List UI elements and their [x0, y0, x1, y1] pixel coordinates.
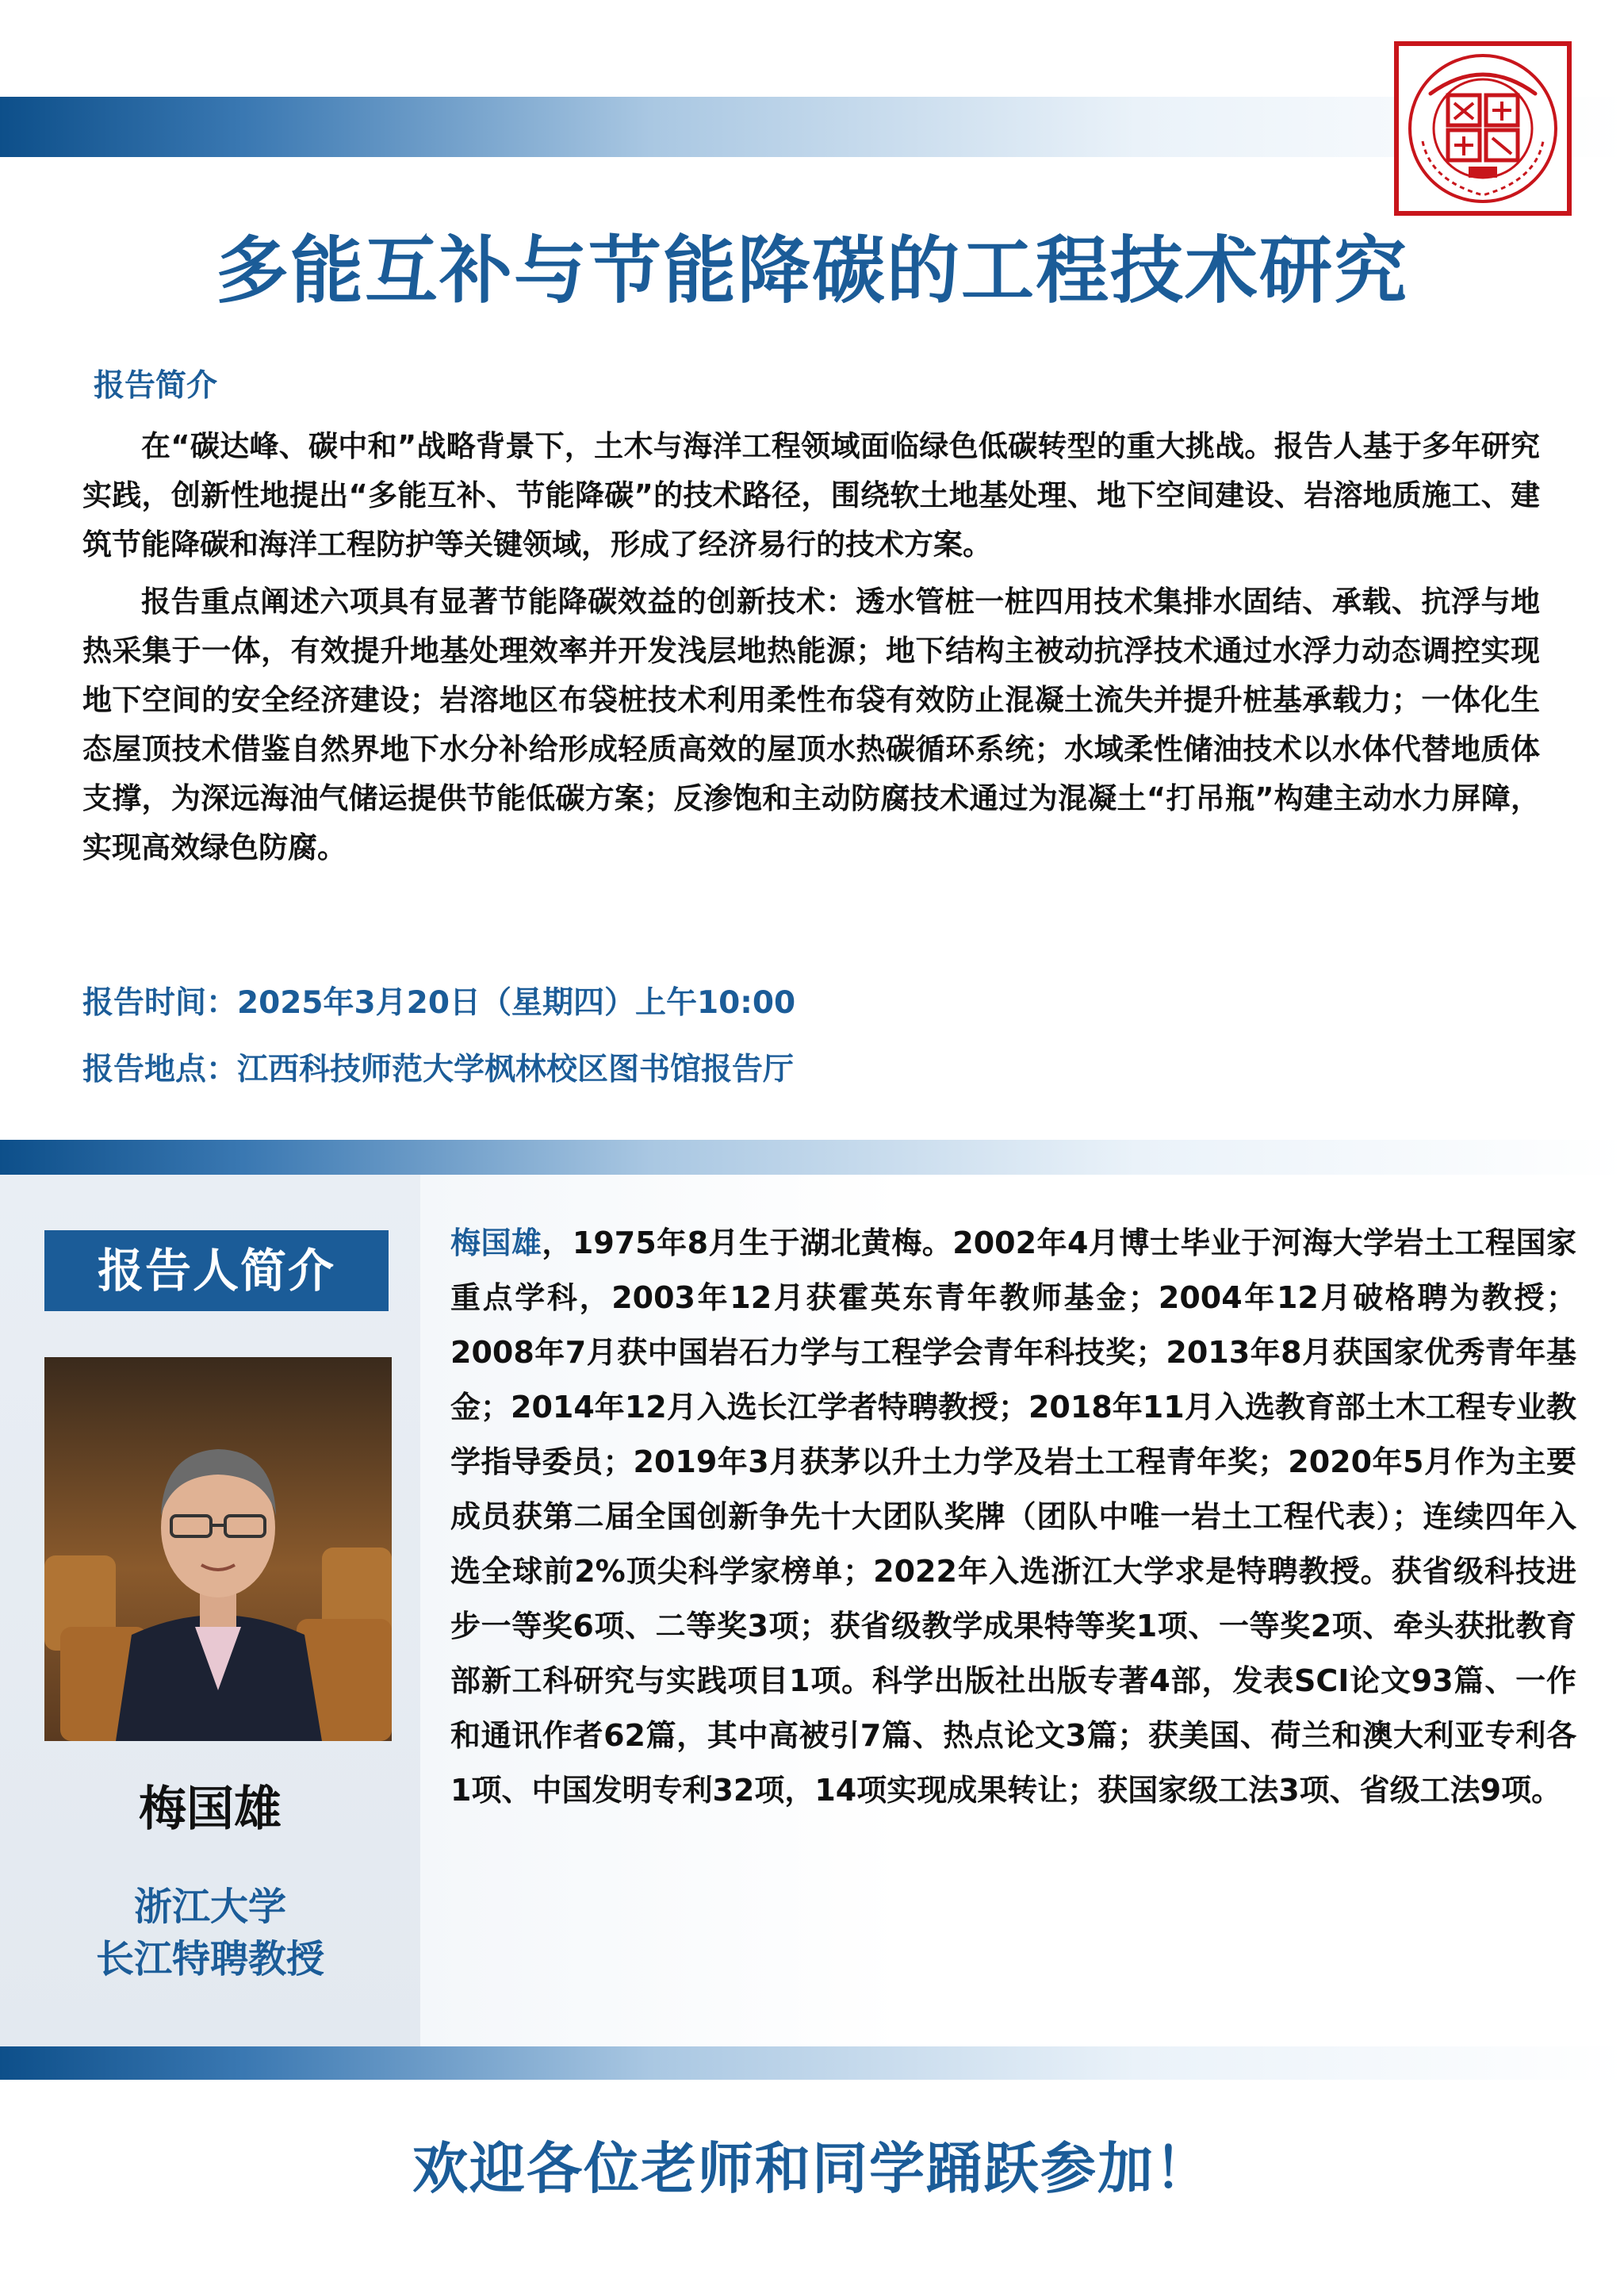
closing-invitation: 欢迎各位老师和同学踊跃参加！ [412, 2136, 1212, 2201]
middle-gradient-band [0, 1140, 1624, 1175]
speaker-affiliation-block [0, 1881, 420, 1985]
speaker-photo [44, 1357, 392, 1741]
page-title: 多能互补与节能降碳的工程技术研究 [215, 228, 1408, 313]
bio-name: 梅国雄 [450, 1225, 542, 1260]
intro-heading: 报告简介 [94, 368, 218, 404]
speaker-heading: 报告人简介 [44, 1230, 389, 1311]
top-gradient-band [0, 97, 1624, 157]
university-seal-logo [1394, 41, 1572, 216]
speaker-affiliation: 浙江大学 [133, 1885, 286, 1929]
seal-graphic [1399, 46, 1567, 211]
speaker-portrait [44, 1357, 392, 1741]
speaker-name: 梅国雄 [139, 1781, 282, 1837]
report-place: 报告地点：江西科技师范大学枫林校区图书馆报告厅 [82, 1052, 795, 1087]
speaker-bio [450, 1216, 1576, 1818]
intro-body [82, 422, 1540, 880]
bottom-gradient-band [0, 2046, 1624, 2080]
report-time: 报告时间：2025年3月20日（星期四）上午10:00 [82, 985, 796, 1021]
intro-paragraph: 报告重点阐述六项具有显著节能降碳效益的创新技术：透水管桩一桩四用技术集排水固结、承载、抗浮与地热采集于一体，有效提升地基处理效率并开发浅层地热能源；地下结构主被动抗浮技术通过水浮力动态调控实现地下空间的安全经济建设；岩溶地区布袋桩技术利用柔性布袋有效防止混凝土流失并提升桩基承载力；一体化生态屋顶技术借鉴自然界地下水分补给形成轻质高效的屋顶水热碳循环系统；水域柔性储油技术以水体代替地质体支撑，为深远海油气储运提供节能低碳方案；反渗饱和主动防腐技术通过为混凝土“打吊瓶”构建主动水力屏障，实现高效绿色防腐。 [82, 585, 1540, 865]
intro-paragraph: 在“碳达峰、碳中和”战略背景下，土木与海洋工程领域面临绿色低碳转型的重大挑战。报告人基于多年研究实践，创新性地提出“多能互补、节能降碳”的技术路径，围绕软土地基处理、地下空间建设、岩溶地质施工、建筑节能降碳和海洋工程防护等关键领域，形成了经济易行的技术方案。 [82, 429, 1540, 562]
speaker-position: 长江特聘教授 [95, 1937, 324, 1981]
speaker-sidebar [0, 1175, 420, 2046]
speaker-section [0, 1175, 1624, 2046]
bio-text: ，1975年8月生于湖北黄梅。2002年4月博士毕业于河海大学岩土工程国家重点学科，2003年12月获霍英东青年教师基金；2004年12月破格聘为教授；2008年7月获中国岩石力学与工程学会青年科技奖；2013年8月获国家优秀青年基金；2014年12月入选长江学者特聘教授；2018年11月入选教育部土木工程专业教学指导委员；2019年3月获茅以升土力学及岩土工程青年奖；2020年5月作为主要成员获第二届全国创新争先十大团队奖牌（团队中唯一岩土工程代表）；连续四年入选全球前2%顶尖科学家榜单；2022年入选浙江大学求是特聘教授。获省级科技进步一等奖6项、二等奖3项；获省级教学成果特等奖1项、一等奖2项、牵头获批教育部新工科研究与实践项目1项。科学出版社出版专著4部，发表SCI论文93篇、一作和通讯作者62篇，其中高被引7篇、热点论文3篇；获美国、荷兰和澳大利亚专利各1项、中国发明专利32项，14项实现成果转让；获国家级工法3项、省级工法9项。 [450, 1225, 1576, 1808]
